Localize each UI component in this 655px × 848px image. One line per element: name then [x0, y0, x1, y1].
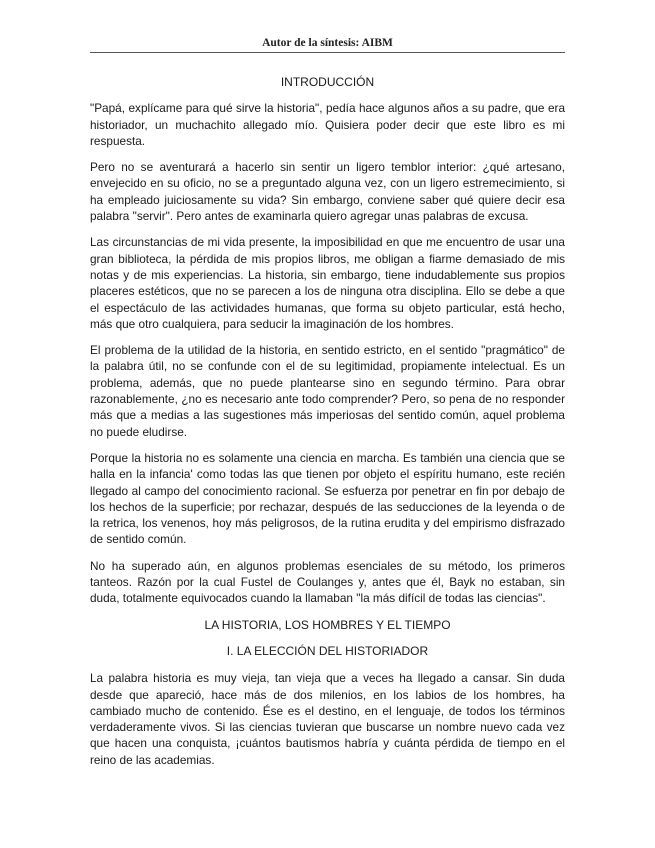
paragraph: Pero no se aventurará a hacerlo sin sentir un ligero temblor interior: ¿qué artesano, envejecido en su oficio, no se a preguntado alguna vez, con un ligero estremecimiento, si ha empleado juiciosamente su vida? Sin embargo, conviene saber qué quiere decir esa palabra "servir". Pero antes de examinarla quiero agregar unas palabras de excusa. — [90, 160, 565, 224]
paragraph: Las circunstancias de mi vida presente, la imposibilidad en que me encuentro de usar una gran biblioteca, la pérdida de mis propios libros, me obligan a fiarme demasiado de mis notas y de mis experiencias. La historia, sin embargo, tiene indudablemente sus propios placeres estéticos, que no se parecen a los de ninguna otra disciplina. Ello se debe a que el espectáculo de las actividades humanas, que forma su objeto particular, está hecho, más que otro cualquiera, para seducir la imaginación de los hombres. — [90, 235, 565, 331]
paragraph: Porque la historia no es solamente una ciencia en marcha. Es también una ciencia que se halla en la infancia' como todas las que tienen por objeto el espíritu humano, este recién llegado al campo del conocimiento racional. Se esfuerza por penetrar en fin por debajo de los hechos de la superficie; por rechazar, después de las seducciones de la leyenda o de la retrica, los venenos, hoy más peligrosos, de la rutina erudita y del empirismo disfrazado de sentido común. — [90, 450, 565, 547]
subchapter-title: I. LA ELECCIÓN DEL HISTORIADOR — [226, 643, 429, 658]
paragraph: No ha superado aún, en algunos problemas esenciales de su método, los primeros tanteos. Razón por la cual Fustel de Coulanges y, antes que él, Bayk no estaban, sin duda, totalmente equivocados cuando la llamaban "la más difícil de todas las ciencias". — [90, 558, 565, 606]
running-header: Autor de la síntesis: AIBM — [90, 37, 565, 53]
paragraph: El problema de la utilidad de la historia, en sentido estricto, en el sentido "pragmático" de la palabra útil, no se confunde con el de su legitimidad, propiamente intelectual. Es un problema, además, que no puede plantearse sino en segundo término. Para obrar razonablemente, ¿no es necesario ante todo comprender? Pero, so pena de no responder más que a medias a las sugestiones más imperiosas del sentido común, aquel problema no puede eludirse. — [90, 343, 565, 439]
document-body — [90, 74, 565, 778]
paragraph: La palabra historia es muy vieja, tan vieja que a veces ha llegado a cansar. Sin duda desde que apareció, hace más de dos milenios, en los labios de los hombres, ha cambiado mucho de contenido. Ése es el destino, en el lenguaje, de todos los términos verdaderamente vivos. Si las ciencias tuvieran que buscarse un nombre nuevo cada vez que hacen una conquista, ¡cuántos bautismos habría y cuánta pérdida de tiempo en el reino de las academias. — [90, 671, 565, 767]
chapter-title: LA HISTORIA, LOS HOMBRES Y EL TIEMPO — [204, 617, 451, 632]
section-title: INTRODUCCIÓN — [280, 75, 375, 89]
paragraph: "Papá, explícame para qué sirve la historia", pedía hace algunos años a su padre, que era historiador, un muchachito allegado mío. Quisiera poder decir que este libro es mi respuesta. — [90, 101, 565, 148]
